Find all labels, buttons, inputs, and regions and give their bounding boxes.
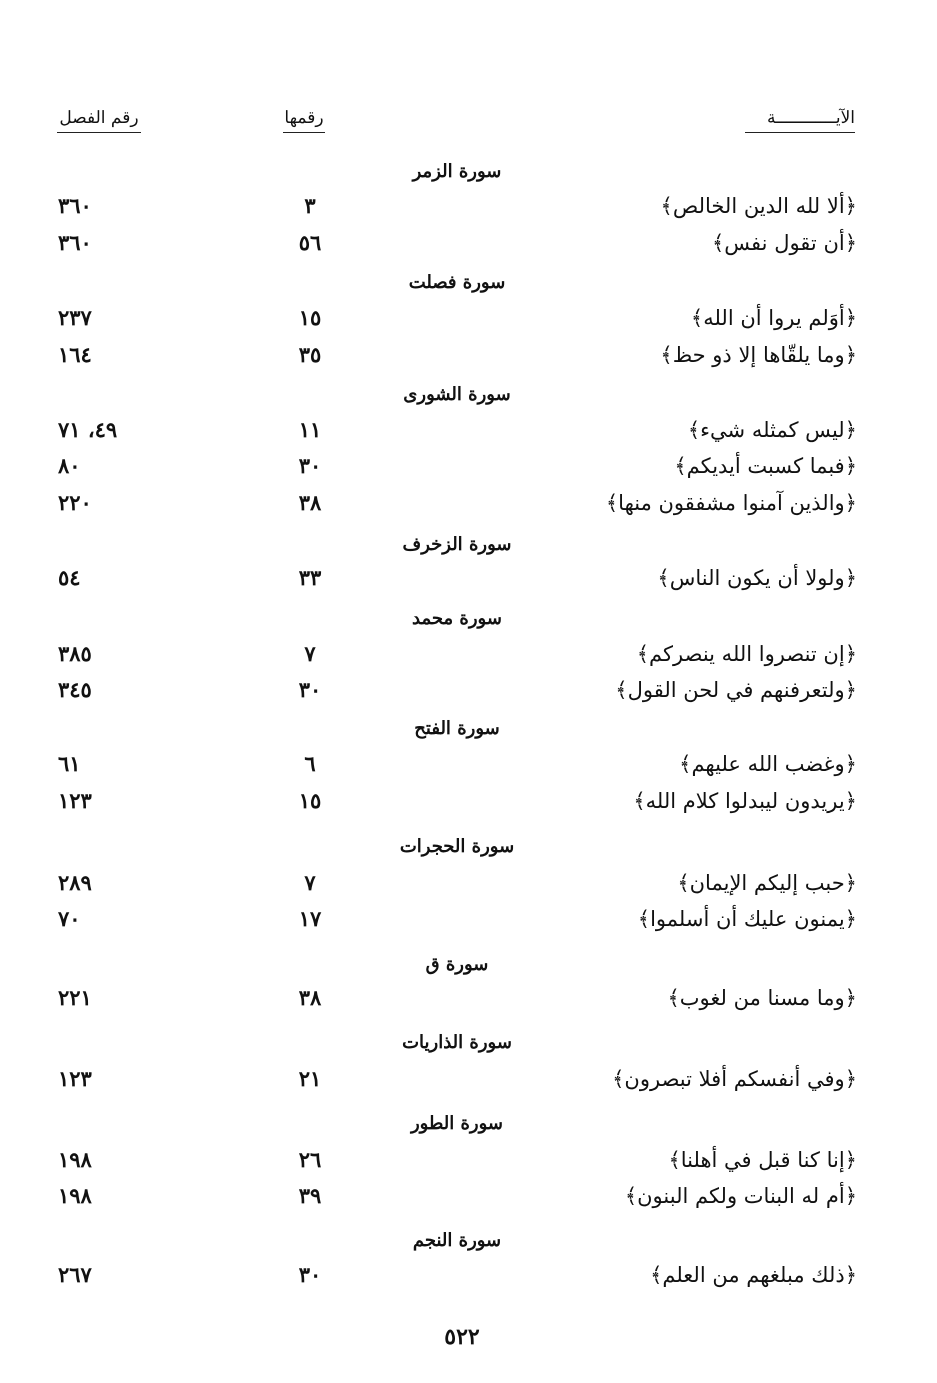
ayah-text: ﴿وما يلقّاها إلا ذو حظ﴾ <box>660 343 857 367</box>
chapter-number: ٢٢١ <box>58 985 92 1010</box>
table-row <box>0 675 937 705</box>
ayah-number: ١٥ <box>298 305 322 330</box>
table-row <box>0 868 937 898</box>
surah-heading <box>0 607 937 631</box>
table-row <box>0 415 937 445</box>
chapter-number: ١٩٨ <box>58 1183 92 1208</box>
ayah-text: ﴿وفي أنفسكم أفلا تبصرون﴾ <box>612 1067 857 1091</box>
table-row <box>0 451 937 481</box>
ayah-number: ١٧ <box>298 906 322 931</box>
chapter-number: ٣٦٠ <box>58 230 92 255</box>
surah-heading <box>0 271 937 295</box>
ayah-number: ٧ <box>304 641 316 666</box>
index-page: الآيــــــــــــة رقمها رقم الفصل سورة الزمر ﴿ألا لله الدين الخالص﴾ ٣ ٣٦٠ ﴿أن تقول نفس﴾ ٥٦ ٣٦٠ سورة فصلت ﴿أوَلم يروا أن الله﴾ ١٥ ٢٣٧ ﴿وما يلقّاها إلا ذو حظ﴾ ٣٥ ١٦٤ سورة الشورى ﴿ليس كمثله شيء﴾ ١١ ٤٩، ٧١ ﴿فبما كسبت أيديكم﴾ ٣٠ ٨٠ ﴿والذين آمنوا مشفقون منها﴾ ٣٨ ٢٢٠ سورة الزخرف ﴿ولولا أن يكون الناس﴾ ٣٣ ٥٤ سورة محمد ﴿إن تنصروا الله ينصركم﴾ ٧ ٣٨٥ ﴿ولتعرفنهم في لحن القول﴾ ٣٠ ٣٤٥ سورة الفتح ﴿وغضب الله عليهم﴾ ٦ ٦١ ﴿يريدون ليبدلوا كلام الله﴾ ١٥ ١٢٣ سورة الحجرات ﴿حبب إليكم الإيمان﴾ ٧ ٢٨٩ ﴿يمنون عليك أن أسلموا﴾ ١٧ ٧٠ سورة ق ﴿وما مسنا من لغوب﴾ ٣٨ ٢٢١ سورة الذاريات ﴿وفي أنفسكم أفلا تبصرون﴾ ٢١ ١٢٣ سورة الطور ﴿إنا كنا قبل في أهلنا﴾ ٢٦ ١٩٨ ﴿أم له البنات ولكم البنون﴾ ٣٩ ١٩٨ سورة النجم ﴿ذلك مبلغهم من العلم﴾ ٣٠ ٢٦٧ ٥٢٢ <box>0 0 937 1383</box>
table-row <box>0 786 937 816</box>
table-row <box>0 563 937 593</box>
ayah-text: ﴿أم له البنات ولكم البنون﴾ <box>624 1184 857 1208</box>
chapter-number: ٢٢٠ <box>58 490 92 515</box>
chapter-number: ٨٠ <box>58 453 81 478</box>
surah-title: سورة الحجرات <box>399 836 515 857</box>
ayah-number: ٦ <box>304 751 316 776</box>
ayah-text: ﴿وما مسنا من لغوب﴾ <box>667 986 857 1010</box>
ayah-text: ﴿أن تقول نفس﴾ <box>711 231 857 255</box>
ayah-text: ﴿يريدون ليبدلوا كلام الله﴾ <box>633 789 857 813</box>
surah-title: سورة الطور <box>410 1113 504 1134</box>
surah-title: سورة الذاريات <box>402 1032 512 1053</box>
chapter-number: ٣٨٥ <box>58 641 92 666</box>
ayah-text: ﴿ولتعرفنهم في لحن القول﴾ <box>615 678 857 702</box>
ayah-number: ٣٣ <box>298 565 322 590</box>
ayah-number: ٣٨ <box>298 985 322 1010</box>
ayah-text: ﴿حبب إليكم الإيمان﴾ <box>677 871 857 895</box>
surah-heading <box>0 1031 937 1055</box>
chapter-number: ٢٦٧ <box>58 1262 92 1287</box>
ayah-text: ﴿فبما كسبت أيديكم﴾ <box>674 454 857 478</box>
ayah-number: ٣٠ <box>298 453 322 478</box>
ayah-text: ﴿إن تنصروا الله ينصركم﴾ <box>636 642 857 666</box>
table-row <box>0 639 937 669</box>
ayah-text: ﴿أوَلم يروا أن الله﴾ <box>690 306 857 330</box>
chapter-number: ٣٤٥ <box>58 677 92 702</box>
surah-title: سورة الزمر <box>412 161 502 182</box>
ayah-text: ﴿ولولا أن يكون الناس﴾ <box>657 566 857 590</box>
ayah-number: ١١ <box>298 417 322 442</box>
ayah-text: ﴿ذلك مبلغهم من العلم﴾ <box>650 1263 857 1287</box>
table-row <box>0 1145 937 1175</box>
surah-title: سورة الشورى <box>403 384 511 405</box>
surah-title: سورة الفتح <box>414 718 500 739</box>
surah-title: سورة ق <box>425 954 489 975</box>
chapter-number: ٤٩، ٧١ <box>58 417 118 442</box>
surah-heading <box>0 160 937 184</box>
table-row <box>0 1260 937 1290</box>
chapter-number: ١٢٣ <box>58 1066 92 1091</box>
ayah-number: ٣٠ <box>298 1262 322 1287</box>
table-row <box>0 1181 937 1211</box>
table-row <box>0 191 937 221</box>
surah-title: سورة محمد <box>412 608 502 629</box>
table-row <box>0 303 937 333</box>
ayah-text: ﴿يمنون عليك أن أسلموا﴾ <box>637 907 857 931</box>
surah-heading <box>0 953 937 977</box>
surah-heading <box>0 835 937 859</box>
ayah-number: ٢١ <box>298 1066 322 1091</box>
surah-heading <box>0 533 937 557</box>
ayah-text: ﴿والذين آمنوا مشفقون منها﴾ <box>605 491 857 515</box>
table-row <box>0 749 937 779</box>
column-header-chapter: رقم الفصل <box>57 108 141 133</box>
column-header-number: رقمها <box>283 108 325 133</box>
chapter-number: ٥٤ <box>58 565 81 590</box>
chapter-number: ٦١ <box>58 751 81 776</box>
ayah-text: ﴿إنا كنا قبل في أهلنا﴾ <box>668 1148 857 1172</box>
ayah-text: ﴿ليس كمثله شيء﴾ <box>687 418 857 442</box>
ayah-text: ﴿ألا لله الدين الخالص﴾ <box>660 194 857 218</box>
table-row <box>0 1064 937 1094</box>
table-row <box>0 488 937 518</box>
ayah-number: ٢٦ <box>298 1147 322 1172</box>
table-row <box>0 983 937 1013</box>
surah-heading <box>0 383 937 407</box>
chapter-number: ٣٦٠ <box>58 193 92 218</box>
ayah-number: ١٥ <box>298 788 322 813</box>
surah-heading <box>0 1112 937 1136</box>
surah-title: سورة فصلت <box>408 272 506 293</box>
column-header-ayah: الآيــــــــــــة <box>745 108 855 133</box>
surah-title: سورة الزخرف <box>402 534 512 555</box>
ayah-number: ٣٥ <box>298 342 322 367</box>
ayah-number: ٥٦ <box>298 230 322 255</box>
chapter-number: ١٢٣ <box>58 788 92 813</box>
chapter-number: ١٦٤ <box>58 342 92 367</box>
ayah-number: ٣٠ <box>298 677 322 702</box>
table-row <box>0 228 937 258</box>
chapter-number: ١٩٨ <box>58 1147 92 1172</box>
ayah-number: ٣٩ <box>298 1183 322 1208</box>
surah-heading <box>0 1229 937 1253</box>
table-row <box>0 904 937 934</box>
ayah-number: ٧ <box>304 870 316 895</box>
chapter-number: ٢٣٧ <box>58 305 92 330</box>
table-row <box>0 340 937 370</box>
ayah-text: ﴿وغضب الله عليهم﴾ <box>679 752 857 776</box>
surah-heading <box>0 717 937 741</box>
chapter-number: ٧٠ <box>58 906 81 931</box>
ayah-number: ٣٨ <box>298 490 322 515</box>
ayah-number: ٣ <box>304 193 316 218</box>
surah-title: سورة النجم <box>412 1230 502 1251</box>
chapter-number: ٢٨٩ <box>58 870 92 895</box>
